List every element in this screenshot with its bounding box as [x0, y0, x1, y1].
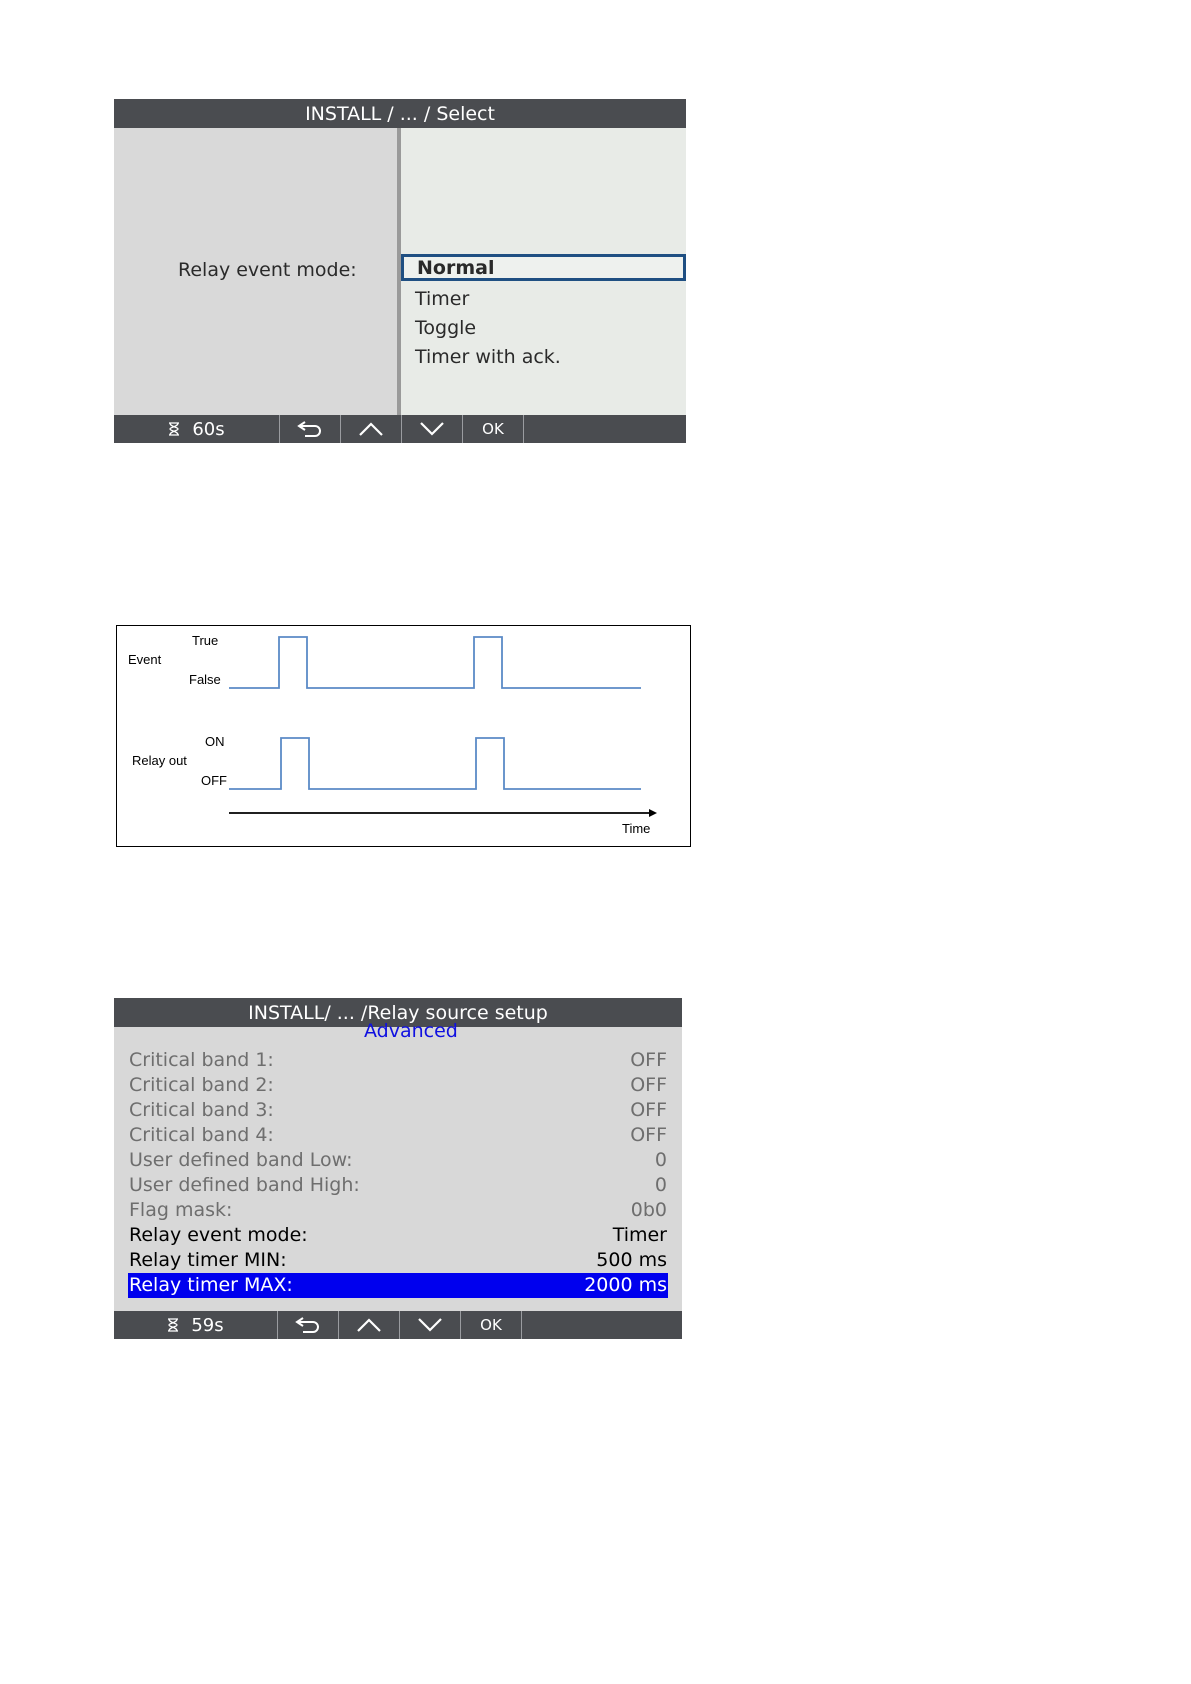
relay-event-mode-label: Relay event mode:	[178, 259, 357, 281]
setting-value: OFF	[630, 1099, 667, 1121]
setting-value: OFF	[630, 1074, 667, 1096]
screen-title: INSTALL/ ... /Relay source setup	[114, 998, 682, 1027]
back-button[interactable]	[278, 1311, 339, 1339]
back-button[interactable]	[280, 415, 341, 443]
setting-label: Relay event mode:	[129, 1224, 308, 1246]
setting-row-user-band-low[interactable]	[128, 1148, 668, 1173]
time-axis-arrowhead	[649, 809, 657, 817]
chevron-up-icon	[358, 421, 384, 437]
setting-label: Critical band 4:	[129, 1124, 274, 1146]
time-label: Time	[622, 821, 651, 836]
section-label-clipped: Advanced	[364, 1020, 458, 1042]
relay-source-setup-screen	[114, 998, 682, 1339]
setting-value: 0	[654, 1149, 667, 1171]
screen-title: INSTALL / ... / Select	[114, 99, 686, 128]
event-true-label: True	[192, 633, 219, 648]
up-button[interactable]	[341, 415, 402, 443]
setting-value: 2000 ms	[584, 1274, 667, 1296]
chevron-down-icon	[417, 1317, 443, 1333]
setting-value: 0b0	[630, 1199, 667, 1221]
chevron-up-icon	[356, 1317, 382, 1333]
hourglass-icon	[168, 422, 180, 436]
option-timer[interactable]: Timer	[415, 288, 470, 310]
setting-label: User defined band High:	[129, 1174, 360, 1196]
setting-label: Relay timer MAX:	[129, 1274, 293, 1296]
event-label: Event	[128, 652, 162, 667]
up-button[interactable]	[339, 1311, 400, 1339]
setting-row-relay-timer-min[interactable]	[128, 1248, 668, 1273]
event-signal-line	[229, 637, 641, 688]
chevron-down-icon	[419, 421, 445, 437]
setting-label: Critical band 1:	[129, 1049, 274, 1071]
down-button[interactable]	[402, 415, 463, 443]
setting-row-critical-band-4[interactable]	[128, 1123, 668, 1148]
softkey-bar	[114, 1311, 682, 1339]
hourglass-icon	[167, 1318, 179, 1332]
setting-value: 500 ms	[596, 1249, 667, 1271]
setting-label: User defined band Low:	[129, 1149, 353, 1171]
relay-off-label: OFF	[201, 773, 227, 788]
select-screen	[114, 99, 686, 443]
setting-label: Critical band 2:	[129, 1074, 274, 1096]
setting-row-user-band-high[interactable]	[128, 1173, 668, 1198]
back-arrow-icon	[295, 1316, 321, 1334]
timeout-indicator	[114, 1311, 278, 1339]
option-toggle[interactable]: Toggle	[415, 317, 477, 339]
setting-row-critical-band-1[interactable]	[128, 1048, 668, 1073]
setting-label: Critical band 3:	[129, 1099, 274, 1121]
setting-value: 0	[654, 1174, 667, 1196]
event-false-label: False	[189, 672, 221, 687]
setting-row-critical-band-2[interactable]	[128, 1073, 668, 1098]
timeout-indicator	[114, 415, 280, 443]
relay-timing-diagram	[116, 625, 691, 847]
settings-list	[128, 1048, 668, 1298]
option-normal[interactable]: Normal	[401, 254, 686, 281]
setting-row-relay-timer-max[interactable]	[128, 1273, 668, 1298]
setting-row-flag-mask[interactable]	[128, 1198, 668, 1223]
relay-on-label: ON	[205, 734, 225, 749]
setting-label: Flag mask:	[129, 1199, 233, 1221]
down-button[interactable]	[400, 1311, 461, 1339]
relay-output-line	[229, 738, 641, 789]
timeout-value: 60s	[192, 418, 225, 440]
relay-out-label: Relay out	[132, 753, 187, 768]
timeout-value: 59s	[191, 1314, 224, 1336]
back-arrow-icon	[297, 420, 323, 438]
setting-value: OFF	[630, 1124, 667, 1146]
setting-value: OFF	[630, 1049, 667, 1071]
softkey-bar	[114, 415, 686, 443]
ok-button[interactable]: OK	[461, 1311, 522, 1339]
setting-row-critical-band-3[interactable]	[128, 1098, 668, 1123]
option-timer-with-ack[interactable]: Timer with ack.	[415, 346, 561, 368]
setting-row-relay-event-mode[interactable]	[128, 1223, 668, 1248]
label-pane	[114, 128, 401, 415]
option-list	[401, 128, 686, 415]
setting-label: Relay timer MIN:	[129, 1249, 287, 1271]
ok-button[interactable]: OK	[463, 415, 524, 443]
setting-value: Timer	[612, 1224, 667, 1246]
